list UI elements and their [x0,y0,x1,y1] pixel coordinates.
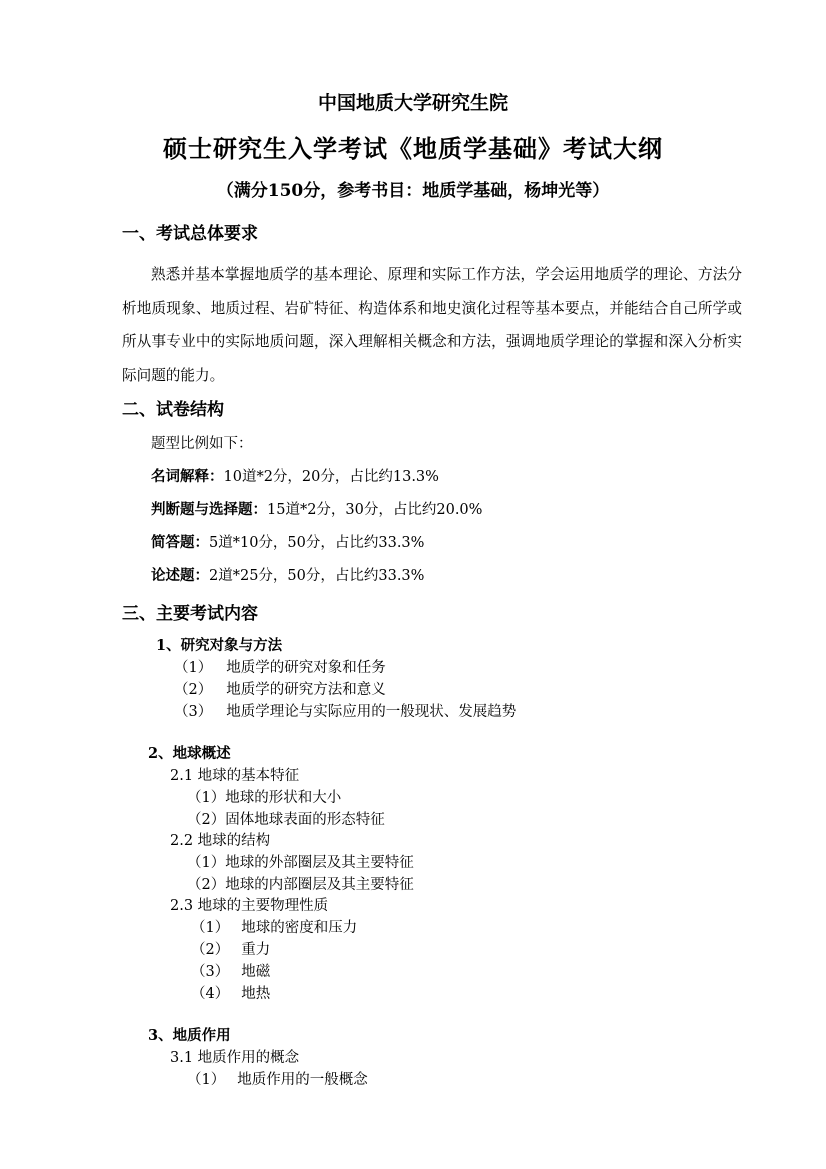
subsection-title: 2.3 地球的主要物理性质 [170,898,329,914]
structure-item-label: 论述题： [151,567,209,584]
subsection-title: 3.1 地质作用的概念 [170,1050,300,1066]
structure-intro: 题型比例如下： [151,436,253,452]
list-item [174,700,516,721]
subsection-title: 2.1 地球的基本特征 [170,768,300,784]
list-item [191,982,270,1003]
list-number: （1） [174,660,213,676]
subsection-title: 2.2 地球的结构 [170,833,271,849]
section-heading-structure: 二、试卷结构 [122,400,224,420]
structure-item-value: 15道*2分，30分，占比约20.0% [267,502,483,518]
part-title-earth: 2、地球概述 [148,745,231,762]
list-item: （1）地球的外部圈层及其主要特征 [187,855,414,871]
list-text: 地球的密度和压力 [241,920,358,936]
section-heading-content: 三、主要考试内容 [122,604,258,624]
list-item: （2）地球的内部圈层及其主要特征 [187,877,414,893]
structure-item-label: 判断题与选择题： [151,501,267,518]
list-item [174,656,386,677]
list-text: 地质学理论与实际应用的一般现状、发展趋势 [226,704,517,720]
document-subtitle: （满分150分，参考书目：地质学基础，杨坤光等） [216,181,610,201]
list-text: 地质学的研究对象和任务 [226,660,386,676]
list-item [174,678,386,699]
list-number: （2） [191,942,230,958]
list-number: （4） [191,986,230,1002]
list-item: （1）地球的形状和大小 [187,790,342,806]
list-number: （3） [191,964,230,980]
structure-item-label: 简答题： [151,534,209,551]
list-text: 地热 [241,986,271,1002]
list-number: （1） [187,1072,226,1088]
list-text: 地磁 [241,964,271,980]
part-title-geological-processes: 3、地质作用 [148,1027,231,1044]
institution-title: 中国地质大学研究生院 [317,92,508,114]
structure-item-value: 5道*10分，50分，占比约33.3% [209,535,425,551]
structure-item-label: 名词解释： [151,468,224,485]
list-number: （1） [191,920,230,936]
list-text: 重力 [241,942,271,958]
structure-item [151,564,424,585]
structure-item [151,465,439,486]
list-item: （2）固体地球表面的形态特征 [187,812,385,828]
document-title: 硕士研究生入学考试《地质学基础》考试大纲 [163,134,663,163]
structure-item-value: 10道*2分，20分，占比约13.3% [223,469,439,485]
section-heading-requirements: 一、考试总体要求 [122,224,258,244]
part-title-methods: 1、研究对象与方法 [156,637,283,654]
list-item [191,960,270,981]
list-text: 地质学的研究方法和意义 [226,682,386,698]
list-text: 地质作用的一般概念 [237,1072,368,1088]
structure-item [151,531,424,552]
list-number: （2） [174,682,213,698]
structure-item [151,498,482,519]
structure-item-value: 2道*25分，50分，占比约33.3% [209,568,425,584]
list-item [191,938,270,959]
list-number: （3） [174,704,213,720]
requirements-paragraph: 熟悉并基本掌握地质学的基本理论、原理和实际工作方法，学会运用地质学的理论、方法分析地质现象、地质过程、岩矿特征、构造体系和地史演化过程等基本要点，并能结合自己所学或所从事专业中的实际地质问题，深入理解相关概念和方法，强调地质学理论的掌握和深入分析实际问题的能力。 [122,266,742,384]
list-item [187,1068,368,1089]
list-item [191,916,357,937]
